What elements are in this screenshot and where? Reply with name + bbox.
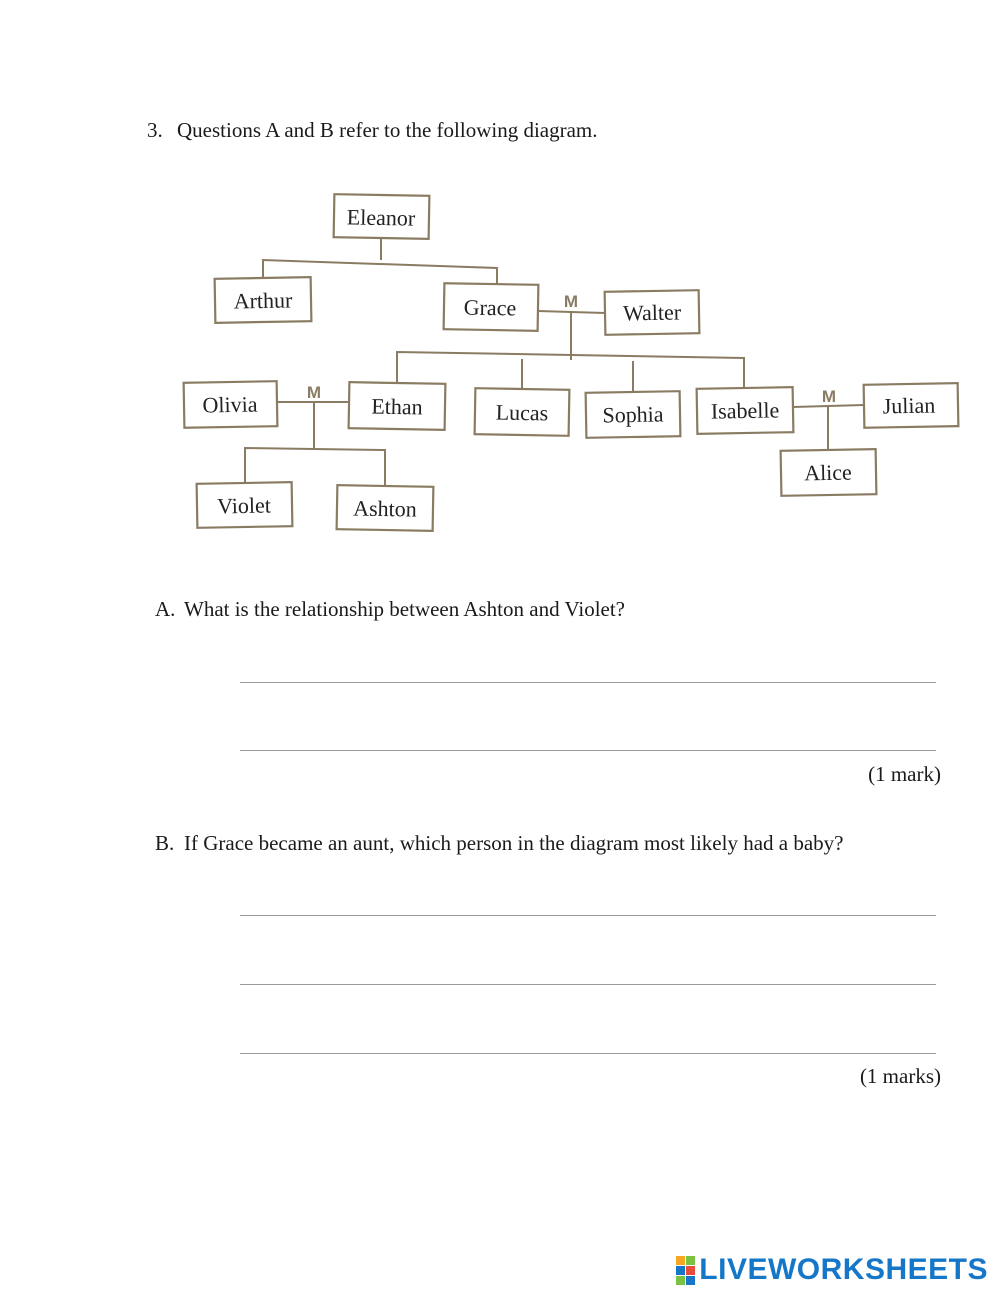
question-a-answer-line-2[interactable] xyxy=(240,750,936,751)
person-eleanor xyxy=(334,194,430,239)
person-ashton-label: Ashton xyxy=(352,495,417,522)
liveworksheets-logo xyxy=(676,1254,988,1286)
logo-tiles-icon xyxy=(676,1256,695,1285)
person-julian xyxy=(864,383,959,428)
question-a-text: What is the relationship between Ashton and Violet? xyxy=(184,597,625,621)
person-isabelle xyxy=(697,387,794,434)
person-alice xyxy=(781,449,877,496)
logo-wordmark: LIVEWORKSHEETS xyxy=(699,1253,988,1286)
question-b-letter: B. xyxy=(155,831,175,855)
person-grace xyxy=(444,283,539,331)
question-a xyxy=(155,597,625,622)
question-a-marks: (1 mark) xyxy=(868,762,941,786)
tree-connectors xyxy=(245,238,864,486)
person-walter xyxy=(605,290,700,335)
person-violet-label: Violet xyxy=(216,492,272,519)
person-sophia xyxy=(586,391,681,438)
question-b-text: If Grace became an aunt, which person in the diagram most likely had a baby? xyxy=(184,831,844,855)
person-lucas xyxy=(475,388,570,436)
person-eleanor-label: Eleanor xyxy=(346,204,416,231)
person-olivia-label: Olivia xyxy=(202,391,258,418)
person-walter-label: Walter xyxy=(622,299,682,326)
question-b xyxy=(155,831,844,856)
question-a-letter: A. xyxy=(155,597,176,621)
person-ashton xyxy=(337,485,434,531)
marriage-label-olivia-ethan: M xyxy=(306,383,322,402)
person-grace-label: Grace xyxy=(463,294,517,321)
question-intro-text: Questions A and B refer to the following diagram. xyxy=(177,118,598,142)
question-b-marks: (1 marks) xyxy=(859,1064,941,1088)
question-number: 3. xyxy=(147,118,163,142)
person-arthur-label: Arthur xyxy=(233,287,293,314)
marriage-label-grace-walter: M xyxy=(563,292,579,311)
question-b-answer-line-1[interactable] xyxy=(240,915,936,916)
person-ethan xyxy=(349,382,446,430)
person-sophia-label: Sophia xyxy=(602,401,664,428)
person-julian-label: Julian xyxy=(882,392,936,419)
marriage-label-isabelle-julian: M xyxy=(821,387,837,406)
person-isabelle-label: Isabelle xyxy=(710,397,780,424)
question-b-answer-line-2[interactable] xyxy=(240,984,936,985)
person-violet xyxy=(197,482,293,528)
person-alice-label: Alice xyxy=(803,459,853,486)
person-arthur xyxy=(215,277,312,323)
person-lucas-label: Lucas xyxy=(495,399,549,426)
question-a-answer-line-1[interactable] xyxy=(240,682,936,683)
person-ethan-label: Ethan xyxy=(371,393,423,420)
person-olivia xyxy=(184,381,278,428)
question-b-answer-line-3[interactable] xyxy=(240,1053,936,1054)
family-tree-diagram xyxy=(0,0,1000,560)
